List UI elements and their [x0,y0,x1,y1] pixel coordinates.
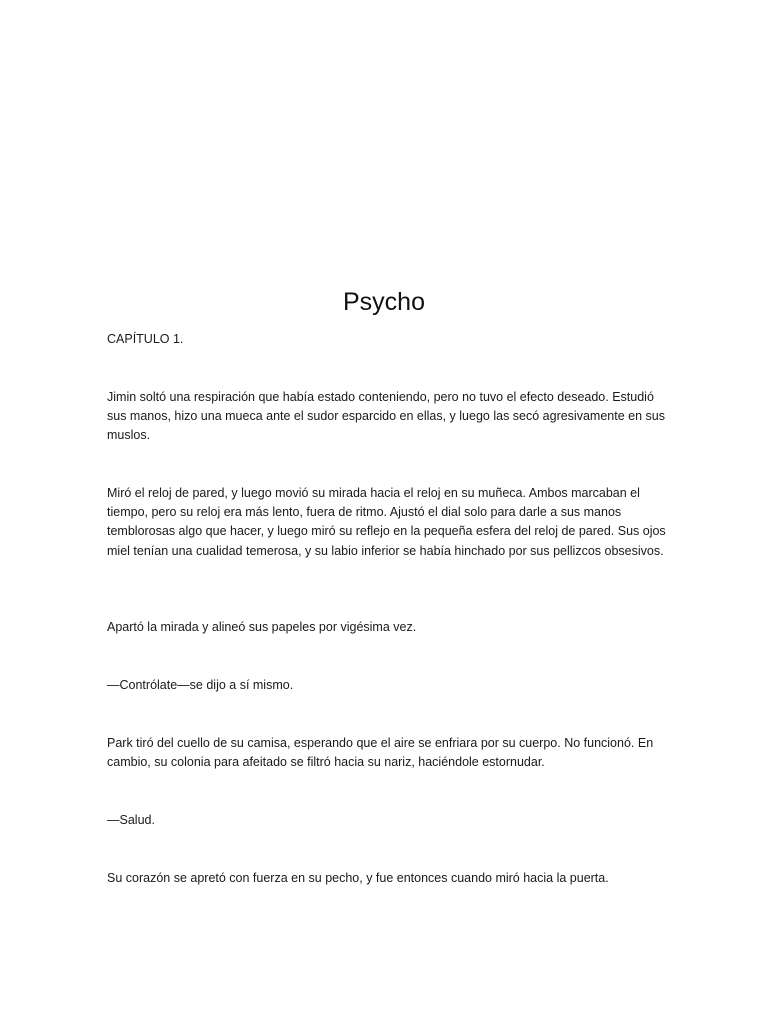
paragraph: Jimin soltó una respiración que había estado conteniendo, pero no tuvo el efecto deseado. Estudió sus manos, hizo una mueca ante el sudor esparcido en ellas, y luego las secó agresivamente en sus muslos. [107,390,665,443]
paragraph: —Contrólate—se dijo a sí mismo. [107,678,294,692]
paragraph: Apartó la mirada y alineó sus papeles por vigésima vez. [107,620,417,634]
paragraph: Su corazón se apretó con fuerza en su pecho, y fue entonces cuando miró hacia la puerta. [107,871,609,885]
document-title: Psycho [343,288,425,316]
chapter-heading: CAPÍTULO 1. [107,332,184,346]
paragraph: Miró el reloj de pared, y luego movió su mirada hacia el reloj en su muñeca. Ambos marcaban el tiempo, pero su reloj era más lento, fuera de ritmo. Ajustó el dial solo para darle a sus manos temblorosas algo que hacer, y luego miró su reflejo en la pequeña esfera del reloj de pared. Sus ojos miel tenían una cualidad temerosa, y su labio inferior se había hinchado por sus pellizcos obsesivos. [107,486,666,558]
paragraph: Park tiró del cuello de su camisa, esperando que el aire se enfriara por su cuerpo. No funcionó. En cambio, su colonia para afeitado se filtró hacia su nariz, haciéndole estornudar. [107,736,654,770]
paragraph: —Salud. [107,813,155,827]
